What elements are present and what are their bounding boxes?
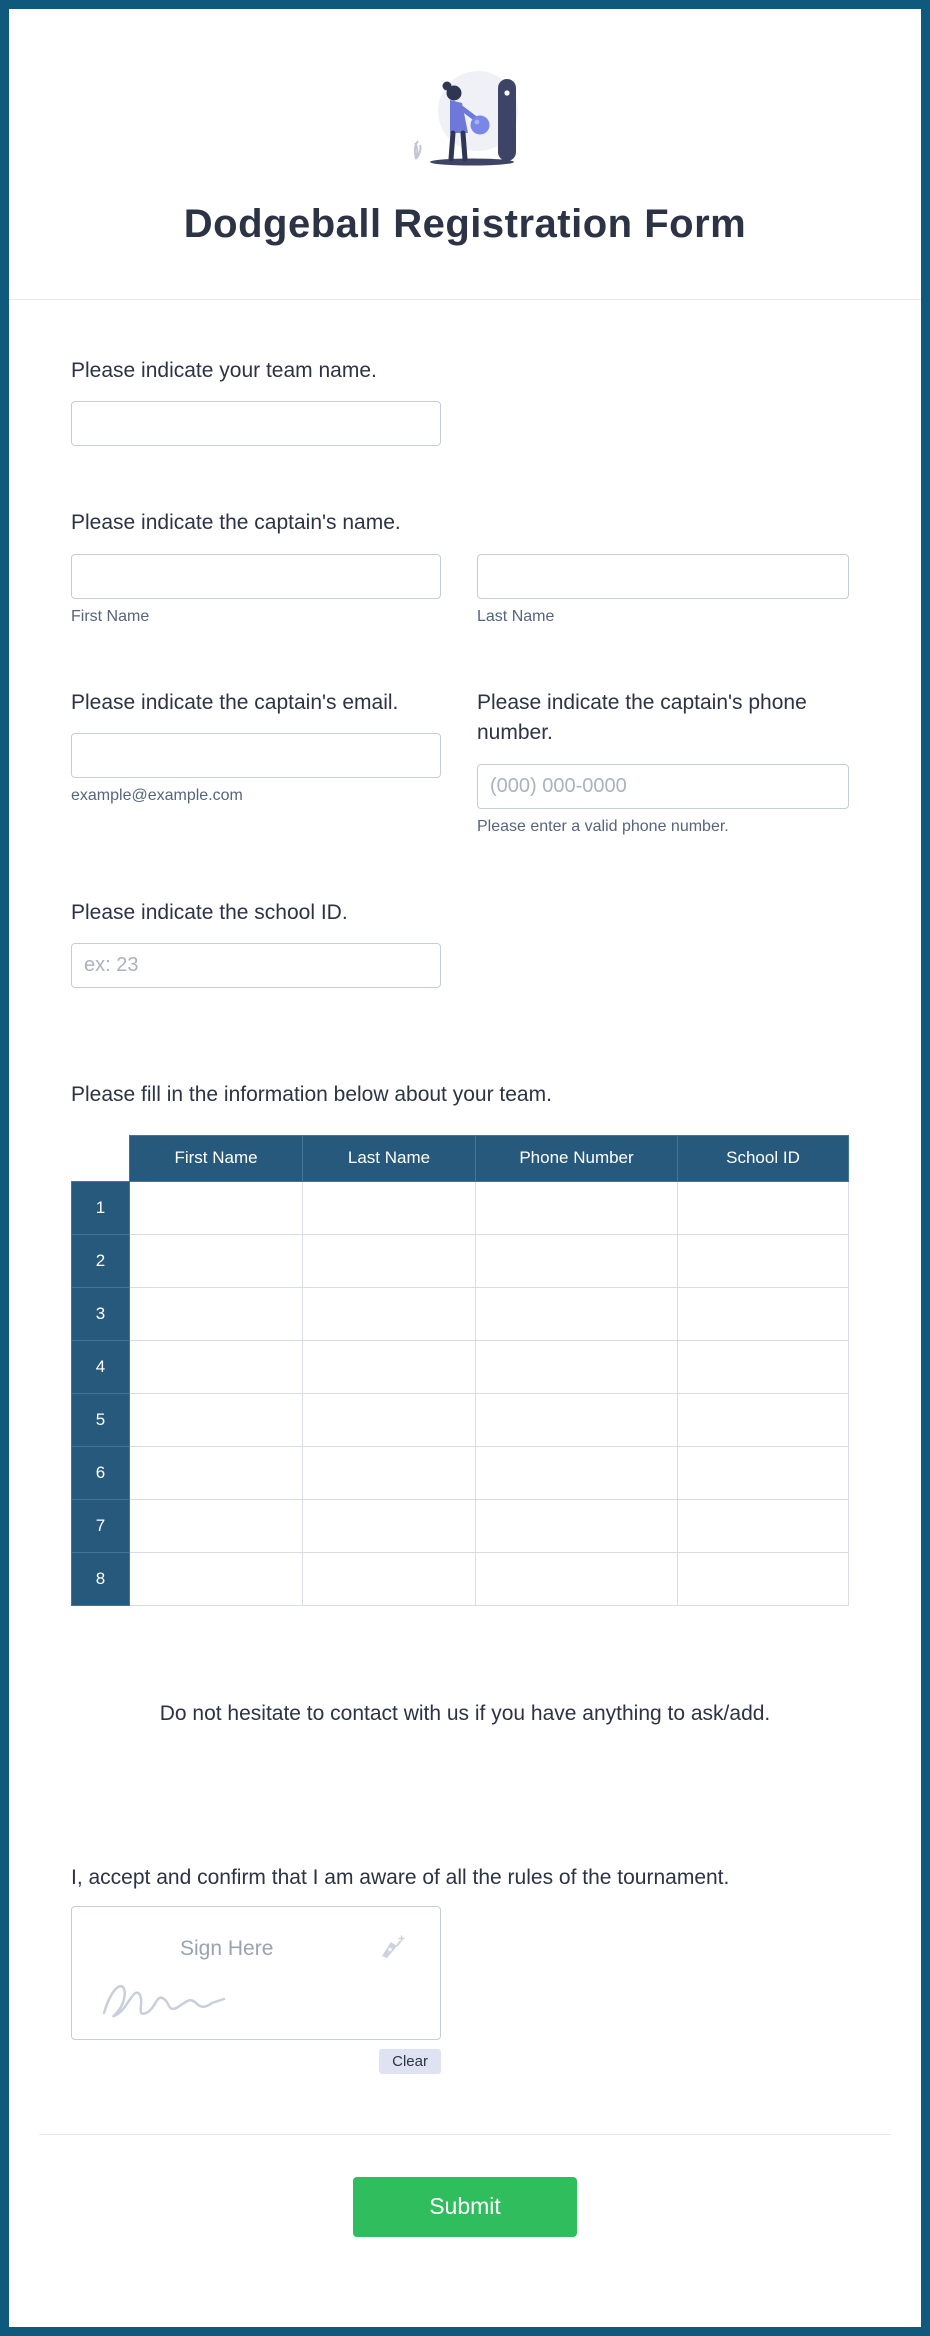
- table-row: [72, 1181, 849, 1234]
- table-cell-input[interactable]: [303, 1500, 475, 1552]
- terms-label: I, accept and confirm that I am aware of all the rules of the tournament.: [71, 1865, 730, 1889]
- table-cell-input[interactable]: [678, 1182, 848, 1234]
- last-name-sublabel: Last Name: [477, 607, 555, 625]
- table-cell-input[interactable]: [476, 1341, 677, 1393]
- table-row: [72, 1499, 849, 1552]
- captain-name-label: Please indicate the captain's name.: [71, 511, 401, 535]
- row-number: 2: [72, 1234, 130, 1287]
- row-number: 4: [72, 1340, 130, 1393]
- first-name-sublabel: First Name: [71, 607, 150, 625]
- signature-actions: [71, 2049, 441, 2074]
- table-row: [72, 1552, 849, 1605]
- table-header-row: [72, 1135, 849, 1181]
- table-cell-input[interactable]: [476, 1182, 677, 1234]
- table-cell-input[interactable]: [678, 1288, 848, 1340]
- team-name-input[interactable]: [71, 401, 441, 446]
- question-captain-name: [71, 508, 859, 625]
- table-cell-input[interactable]: [476, 1500, 677, 1552]
- sign-here-label: Sign Here: [180, 1936, 274, 1960]
- table-cell-input[interactable]: [678, 1235, 848, 1287]
- submit-button[interactable]: Submit: [353, 2177, 577, 2237]
- table-cell-input[interactable]: [303, 1447, 475, 1499]
- email-sublabel: example@example.com: [71, 787, 243, 805]
- table-row: [72, 1340, 849, 1393]
- form-header: [9, 9, 921, 300]
- school-id-label: Please indicate the school ID.: [71, 900, 348, 924]
- captain-phone-input[interactable]: [477, 764, 849, 809]
- contact-note: Do not hesitate to contact with us if you have anything to ask/add.: [159, 1701, 771, 1725]
- page-title: Dodgeball Registration Form: [183, 202, 747, 246]
- row-number: 5: [72, 1393, 130, 1446]
- clear-signature-button[interactable]: Clear: [379, 2049, 441, 2074]
- row-number: 7: [72, 1499, 130, 1552]
- row-number: 8: [72, 1552, 130, 1605]
- bottom-divider: [39, 2134, 891, 2135]
- form-body: [9, 356, 921, 2327]
- table-cell-input[interactable]: [476, 1394, 677, 1446]
- row-number: 3: [72, 1287, 130, 1340]
- header-illustration: [380, 67, 550, 171]
- signature-squiggle: [98, 1973, 308, 2025]
- table-row: [72, 1287, 849, 1340]
- table-cell-input[interactable]: [476, 1235, 677, 1287]
- column-header-first-name: First Name: [130, 1135, 303, 1181]
- table-cell-input[interactable]: [303, 1182, 475, 1234]
- captain-email-label: Please indicate the captain's email.: [71, 690, 399, 714]
- table-cell-input[interactable]: [130, 1288, 302, 1340]
- table-cell-input[interactable]: [303, 1553, 475, 1605]
- question-school-id: [71, 898, 859, 988]
- row-number: 6: [72, 1446, 130, 1499]
- school-id-input[interactable]: [71, 943, 441, 988]
- team-name-label: Please indicate your team name.: [71, 359, 377, 382]
- team-table: [71, 1135, 849, 1606]
- phone-sublabel: Please enter a valid phone number.: [477, 817, 729, 835]
- table-cell-input[interactable]: [130, 1553, 302, 1605]
- table-row: [72, 1393, 849, 1446]
- question-email-phone-row: [71, 688, 859, 836]
- pen-icon: [378, 1935, 406, 1963]
- table-cell-input[interactable]: [303, 1288, 475, 1340]
- table-cell-input[interactable]: [130, 1341, 302, 1393]
- question-team-name: [71, 356, 859, 446]
- table-cell-input[interactable]: [678, 1447, 848, 1499]
- column-header-last-name: Last Name: [303, 1135, 476, 1181]
- question-team-table: [71, 1080, 859, 1605]
- table-cell-input[interactable]: [130, 1447, 302, 1499]
- captain-last-name-input[interactable]: [477, 554, 849, 599]
- captain-first-name-input[interactable]: [71, 554, 441, 599]
- table-cell-input[interactable]: [130, 1182, 302, 1234]
- team-table-label: Please fill in the information below about your team.: [71, 1083, 552, 1107]
- table-cell-input[interactable]: [678, 1394, 848, 1446]
- table-cell-input[interactable]: [678, 1553, 848, 1605]
- table-cell-input[interactable]: [303, 1235, 475, 1287]
- table-row: [72, 1234, 849, 1287]
- captain-email-input[interactable]: [71, 733, 441, 778]
- column-header-phone-number: Phone Number: [476, 1135, 678, 1181]
- table-cell-input[interactable]: [130, 1235, 302, 1287]
- table-cell-input[interactable]: [678, 1500, 848, 1552]
- submit-row: [71, 2177, 859, 2327]
- table-row: [72, 1446, 849, 1499]
- question-captain-phone: [477, 688, 849, 836]
- table-cell-input[interactable]: [678, 1341, 848, 1393]
- table-cell-input[interactable]: [130, 1500, 302, 1552]
- signature-pad[interactable]: [71, 1906, 441, 2040]
- question-captain-email: [71, 688, 441, 836]
- captain-phone-label: Please indicate the captain's phone number.: [477, 690, 807, 745]
- table-corner-cell: [72, 1135, 130, 1181]
- row-number: 1: [72, 1181, 130, 1234]
- table-cell-input[interactable]: [303, 1341, 475, 1393]
- table-cell-input[interactable]: [303, 1394, 475, 1446]
- table-cell-input[interactable]: [130, 1394, 302, 1446]
- table-cell-input[interactable]: [476, 1447, 677, 1499]
- table-cell-input[interactable]: [476, 1288, 677, 1340]
- table-cell-input[interactable]: [476, 1553, 677, 1605]
- column-header-school-id: School ID: [678, 1135, 849, 1181]
